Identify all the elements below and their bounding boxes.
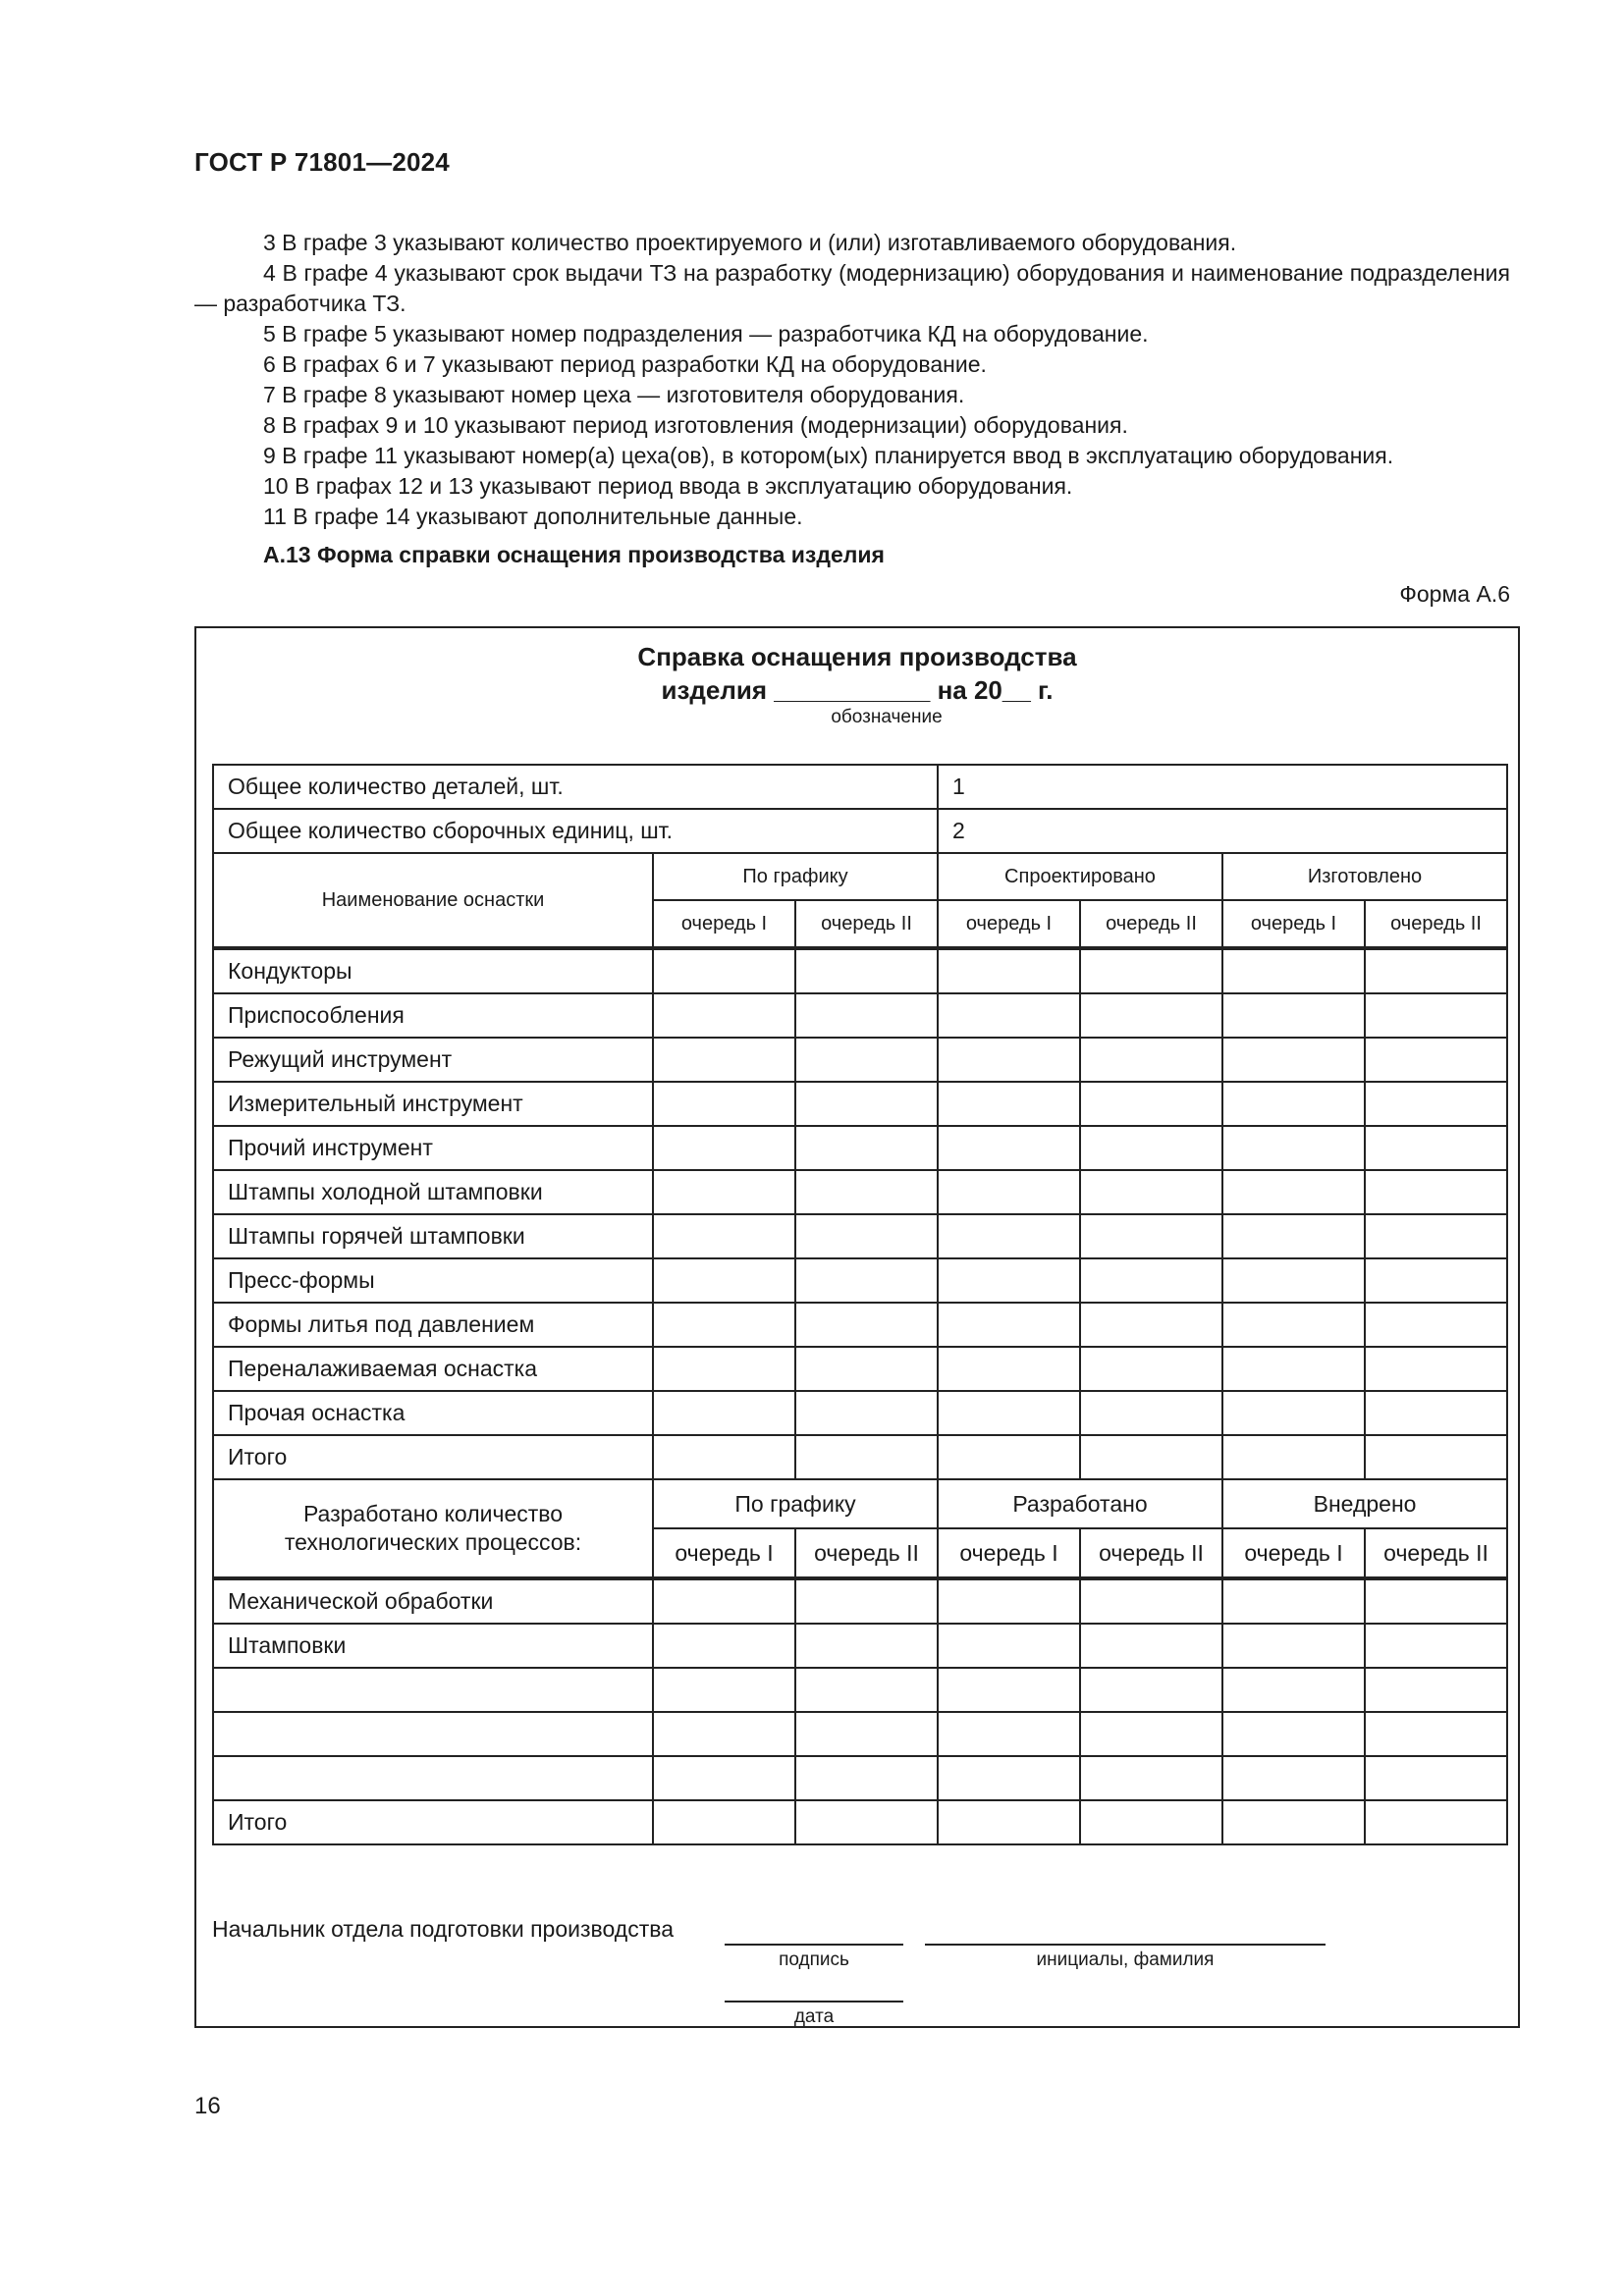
empty-cell bbox=[1365, 1258, 1507, 1303]
empty-cell bbox=[938, 1347, 1080, 1391]
table-row bbox=[213, 1391, 1507, 1435]
empty-cell bbox=[1222, 1170, 1365, 1214]
empty-cell bbox=[1222, 993, 1365, 1038]
empty-cell bbox=[795, 1258, 938, 1303]
empty-cell bbox=[795, 1668, 938, 1712]
empty-cell bbox=[1222, 1038, 1365, 1082]
table-row bbox=[213, 1624, 1507, 1668]
row-label: Механической обработки bbox=[213, 1578, 653, 1624]
empty-cell bbox=[1080, 1624, 1222, 1668]
empty-cell bbox=[1080, 1126, 1222, 1170]
empty-cell bbox=[1365, 1712, 1507, 1756]
empty-cell bbox=[1080, 1391, 1222, 1435]
empty-cell bbox=[1365, 1170, 1507, 1214]
queue-header: очередь II bbox=[1365, 1528, 1507, 1578]
empty-cell bbox=[938, 1435, 1080, 1479]
table-row bbox=[213, 1800, 1507, 1844]
group-header: Спроектировано bbox=[938, 853, 1222, 900]
group-header: Разработано bbox=[938, 1479, 1222, 1528]
empty-cell bbox=[1365, 1214, 1507, 1258]
empty-cell bbox=[938, 1712, 1080, 1756]
row-label: Переналаживаемая оснастка bbox=[213, 1347, 653, 1391]
queue-header: очередь I bbox=[653, 900, 795, 948]
empty-cell bbox=[653, 948, 795, 993]
group-header: По графику bbox=[653, 1479, 938, 1528]
table-row bbox=[213, 993, 1507, 1038]
note-item: 6 В графах 6 и 7 указывают период разработки КД на оборудование. bbox=[263, 351, 987, 377]
empty-cell bbox=[938, 1391, 1080, 1435]
name-caption: инициалы, фамилия bbox=[1036, 1949, 1215, 1970]
table-row bbox=[213, 1038, 1507, 1082]
empty-cell bbox=[653, 1756, 795, 1800]
table-row bbox=[213, 1578, 1507, 1624]
note-item: 11 В графе 14 указывают дополнительные данные. bbox=[263, 504, 803, 529]
empty-cell bbox=[1365, 948, 1507, 993]
empty-cell bbox=[1365, 1391, 1507, 1435]
form-label: Форма А.6 bbox=[1399, 581, 1510, 607]
empty-cell bbox=[1222, 1800, 1365, 1844]
empty-cell bbox=[1080, 948, 1222, 993]
empty-cell bbox=[653, 1668, 795, 1712]
empty-cell bbox=[938, 1258, 1080, 1303]
empty-cell bbox=[1080, 1214, 1222, 1258]
section-title: А.13 Форма справки оснащения производства изделия bbox=[263, 542, 885, 567]
empty-cell bbox=[1222, 1578, 1365, 1624]
empty-cell bbox=[1080, 1668, 1222, 1712]
empty-cell bbox=[1080, 1756, 1222, 1800]
queue-header: очередь I bbox=[938, 1528, 1080, 1578]
empty-cell bbox=[1365, 1038, 1507, 1082]
empty-cell bbox=[795, 1038, 938, 1082]
empty-cell bbox=[653, 1347, 795, 1391]
empty-cell bbox=[1365, 1800, 1507, 1844]
table-header-row bbox=[213, 1479, 1507, 1528]
queue-header: очередь II bbox=[795, 900, 938, 948]
form-frame bbox=[194, 626, 1520, 2028]
empty-cell bbox=[1222, 1668, 1365, 1712]
empty-cell bbox=[1365, 1435, 1507, 1479]
empty-cell bbox=[938, 1668, 1080, 1712]
empty-cell bbox=[1080, 1258, 1222, 1303]
empty-cell bbox=[938, 1624, 1080, 1668]
empty-cell bbox=[1365, 993, 1507, 1038]
table-header-row bbox=[213, 853, 1507, 900]
empty-cell bbox=[653, 1712, 795, 1756]
empty-cell bbox=[795, 1170, 938, 1214]
row-label: Итого bbox=[213, 1435, 653, 1479]
table-row bbox=[213, 948, 1507, 993]
row-label bbox=[213, 1712, 653, 1756]
queue-header: очередь I bbox=[938, 900, 1080, 948]
table-row bbox=[213, 1668, 1507, 1712]
page-number: 16 bbox=[194, 2093, 221, 2119]
group-header: Внедрено bbox=[1222, 1479, 1507, 1528]
form-title bbox=[196, 640, 1518, 728]
total-parts-value: 1 bbox=[938, 765, 1507, 809]
name-line bbox=[925, 1944, 1326, 1946]
empty-cell bbox=[795, 1712, 938, 1756]
empty-cell bbox=[938, 1303, 1080, 1347]
empty-cell bbox=[795, 1347, 938, 1391]
empty-cell bbox=[795, 1800, 938, 1844]
empty-cell bbox=[795, 1756, 938, 1800]
empty-cell bbox=[938, 993, 1080, 1038]
empty-cell bbox=[938, 1170, 1080, 1214]
form-title-line2: изделия ___________ на 20__ г. bbox=[661, 675, 1054, 705]
row-label bbox=[213, 1668, 653, 1712]
empty-cell bbox=[1222, 1624, 1365, 1668]
empty-cell bbox=[795, 1435, 938, 1479]
form-title-caption: обозначение bbox=[831, 707, 943, 727]
queue-header: очередь II bbox=[1365, 900, 1507, 948]
table-row bbox=[213, 809, 1507, 853]
note-item: 3 В графе 3 указывают количество проектируемого и (или) изготавливаемого оборудования. bbox=[263, 230, 1237, 255]
row-label: Приспособления bbox=[213, 993, 653, 1038]
tooling-rows bbox=[213, 948, 1507, 1479]
tooling-table bbox=[212, 764, 1508, 1845]
row-label: Кондукторы bbox=[213, 948, 653, 993]
empty-cell bbox=[653, 1214, 795, 1258]
empty-cell bbox=[938, 1800, 1080, 1844]
empty-cell bbox=[1080, 1347, 1222, 1391]
empty-cell bbox=[938, 1126, 1080, 1170]
empty-cell bbox=[1080, 1170, 1222, 1214]
row-label: Измерительный инструмент bbox=[213, 1082, 653, 1126]
total-assemblies-value: 2 bbox=[938, 809, 1507, 853]
empty-cell bbox=[938, 1038, 1080, 1082]
table-row bbox=[213, 1170, 1507, 1214]
queue-header: очередь II bbox=[1080, 1528, 1222, 1578]
empty-cell bbox=[795, 1624, 938, 1668]
empty-cell bbox=[653, 1303, 795, 1347]
table-row bbox=[213, 1347, 1507, 1391]
empty-cell bbox=[795, 1082, 938, 1126]
empty-cell bbox=[1080, 1712, 1222, 1756]
table-row bbox=[213, 1303, 1507, 1347]
empty-cell bbox=[795, 1126, 938, 1170]
empty-cell bbox=[795, 1214, 938, 1258]
signature-line bbox=[725, 1944, 903, 1946]
table-row bbox=[213, 1082, 1507, 1126]
group-header: По графику bbox=[653, 853, 938, 900]
empty-cell bbox=[1365, 1126, 1507, 1170]
empty-cell bbox=[1222, 1258, 1365, 1303]
total-assemblies-label: Общее количество сборочных единиц, шт. bbox=[213, 809, 938, 853]
note-item: 4 В графе 4 указывают срок выдачи ТЗ на разработку (модернизацию) оборудования и наименование подразделения — разработчика ТЗ. bbox=[194, 260, 1510, 316]
row-label: Формы литья под давлением bbox=[213, 1303, 653, 1347]
note-item: 10 В графах 12 и 13 указывают период ввода в эксплуатацию оборудования. bbox=[263, 473, 1073, 499]
empty-cell bbox=[653, 1170, 795, 1214]
table-row bbox=[213, 1126, 1507, 1170]
empty-cell bbox=[1222, 1435, 1365, 1479]
table-row bbox=[213, 1258, 1507, 1303]
empty-cell bbox=[1222, 1756, 1365, 1800]
empty-cell bbox=[1222, 1347, 1365, 1391]
empty-cell bbox=[1365, 1668, 1507, 1712]
empty-cell bbox=[1080, 1578, 1222, 1624]
empty-cell bbox=[653, 1126, 795, 1170]
empty-cell bbox=[653, 1578, 795, 1624]
empty-cell bbox=[795, 1578, 938, 1624]
note-item: 9 В графе 11 указывают номер(а) цеха(ов), в котором(ых) планируется ввод в эксплуатацию оборудования. bbox=[263, 443, 1394, 468]
row-label: Штампы холодной штамповки bbox=[213, 1170, 653, 1214]
empty-cell bbox=[653, 1624, 795, 1668]
total-parts-label: Общее количество деталей, шт. bbox=[213, 765, 938, 809]
row-label: Прочий инструмент bbox=[213, 1126, 653, 1170]
empty-cell bbox=[1365, 1347, 1507, 1391]
empty-cell bbox=[1365, 1578, 1507, 1624]
row-label bbox=[213, 1756, 653, 1800]
group-header: Изготовлено bbox=[1222, 853, 1507, 900]
empty-cell bbox=[1222, 1214, 1365, 1258]
note-item: 5 В графе 5 указывают номер подразделения — разработчика КД на оборудование. bbox=[263, 321, 1149, 347]
row-label: Штамповки bbox=[213, 1624, 653, 1668]
signature-label: Начальник отдела подготовки производства bbox=[212, 1916, 674, 1942]
empty-cell bbox=[1080, 1038, 1222, 1082]
empty-cell bbox=[1222, 1082, 1365, 1126]
queue-header: очередь I bbox=[653, 1528, 795, 1578]
table-row bbox=[213, 1214, 1507, 1258]
process-header: Разработано количество технологических процессов: bbox=[213, 1479, 653, 1578]
empty-cell bbox=[653, 1800, 795, 1844]
note-item: 8 В графах 9 и 10 указывают период изготовления (модернизации) оборудования. bbox=[263, 412, 1128, 438]
empty-cell bbox=[1222, 1303, 1365, 1347]
date-caption: дата bbox=[793, 2006, 835, 2027]
table-row bbox=[213, 1435, 1507, 1479]
table-row bbox=[213, 1712, 1507, 1756]
empty-cell bbox=[938, 948, 1080, 993]
empty-cell bbox=[795, 1391, 938, 1435]
empty-cell bbox=[653, 1038, 795, 1082]
empty-cell bbox=[795, 993, 938, 1038]
note-item: 7 В графе 8 указывают номер цеха — изготовителя оборудования. bbox=[263, 382, 965, 407]
form-title-line1: Справка оснащения производства bbox=[637, 642, 1077, 671]
empty-cell bbox=[1080, 1435, 1222, 1479]
queue-header: очередь II bbox=[795, 1528, 938, 1578]
empty-cell bbox=[1080, 1800, 1222, 1844]
tooling-header: Наименование оснастки bbox=[213, 853, 653, 948]
document-header: ГОСТ Р 71801—2024 bbox=[194, 147, 450, 177]
signature-caption: подпись bbox=[779, 1949, 849, 1970]
empty-cell bbox=[653, 1435, 795, 1479]
empty-cell bbox=[1222, 948, 1365, 993]
empty-cell bbox=[938, 1578, 1080, 1624]
table-row bbox=[213, 765, 1507, 809]
queue-header: очередь II bbox=[1080, 900, 1222, 948]
empty-cell bbox=[1365, 1303, 1507, 1347]
empty-cell bbox=[1222, 1126, 1365, 1170]
empty-cell bbox=[1365, 1756, 1507, 1800]
date-line bbox=[725, 2001, 903, 2002]
row-label: Штампы горячей штамповки bbox=[213, 1214, 653, 1258]
process-rows bbox=[213, 1578, 1507, 1844]
queue-header: очередь I bbox=[1222, 1528, 1365, 1578]
empty-cell bbox=[938, 1756, 1080, 1800]
empty-cell bbox=[1222, 1391, 1365, 1435]
empty-cell bbox=[653, 1082, 795, 1126]
empty-cell bbox=[1080, 1303, 1222, 1347]
empty-cell bbox=[938, 1082, 1080, 1126]
empty-cell bbox=[1080, 1082, 1222, 1126]
empty-cell bbox=[653, 1258, 795, 1303]
row-label: Пресс-формы bbox=[213, 1258, 653, 1303]
empty-cell bbox=[1080, 993, 1222, 1038]
signature-block bbox=[212, 1906, 1506, 2027]
empty-cell bbox=[938, 1214, 1080, 1258]
row-label: Итого bbox=[213, 1800, 653, 1844]
empty-cell bbox=[1222, 1712, 1365, 1756]
row-label: Режущий инструмент bbox=[213, 1038, 653, 1082]
queue-header: очередь I bbox=[1222, 900, 1365, 948]
table-row bbox=[213, 1756, 1507, 1800]
empty-cell bbox=[1365, 1624, 1507, 1668]
empty-cell bbox=[653, 993, 795, 1038]
empty-cell bbox=[653, 1391, 795, 1435]
row-label: Прочая оснастка bbox=[213, 1391, 653, 1435]
empty-cell bbox=[1365, 1082, 1507, 1126]
notes-list bbox=[194, 228, 1510, 532]
empty-cell bbox=[795, 948, 938, 993]
empty-cell bbox=[795, 1303, 938, 1347]
